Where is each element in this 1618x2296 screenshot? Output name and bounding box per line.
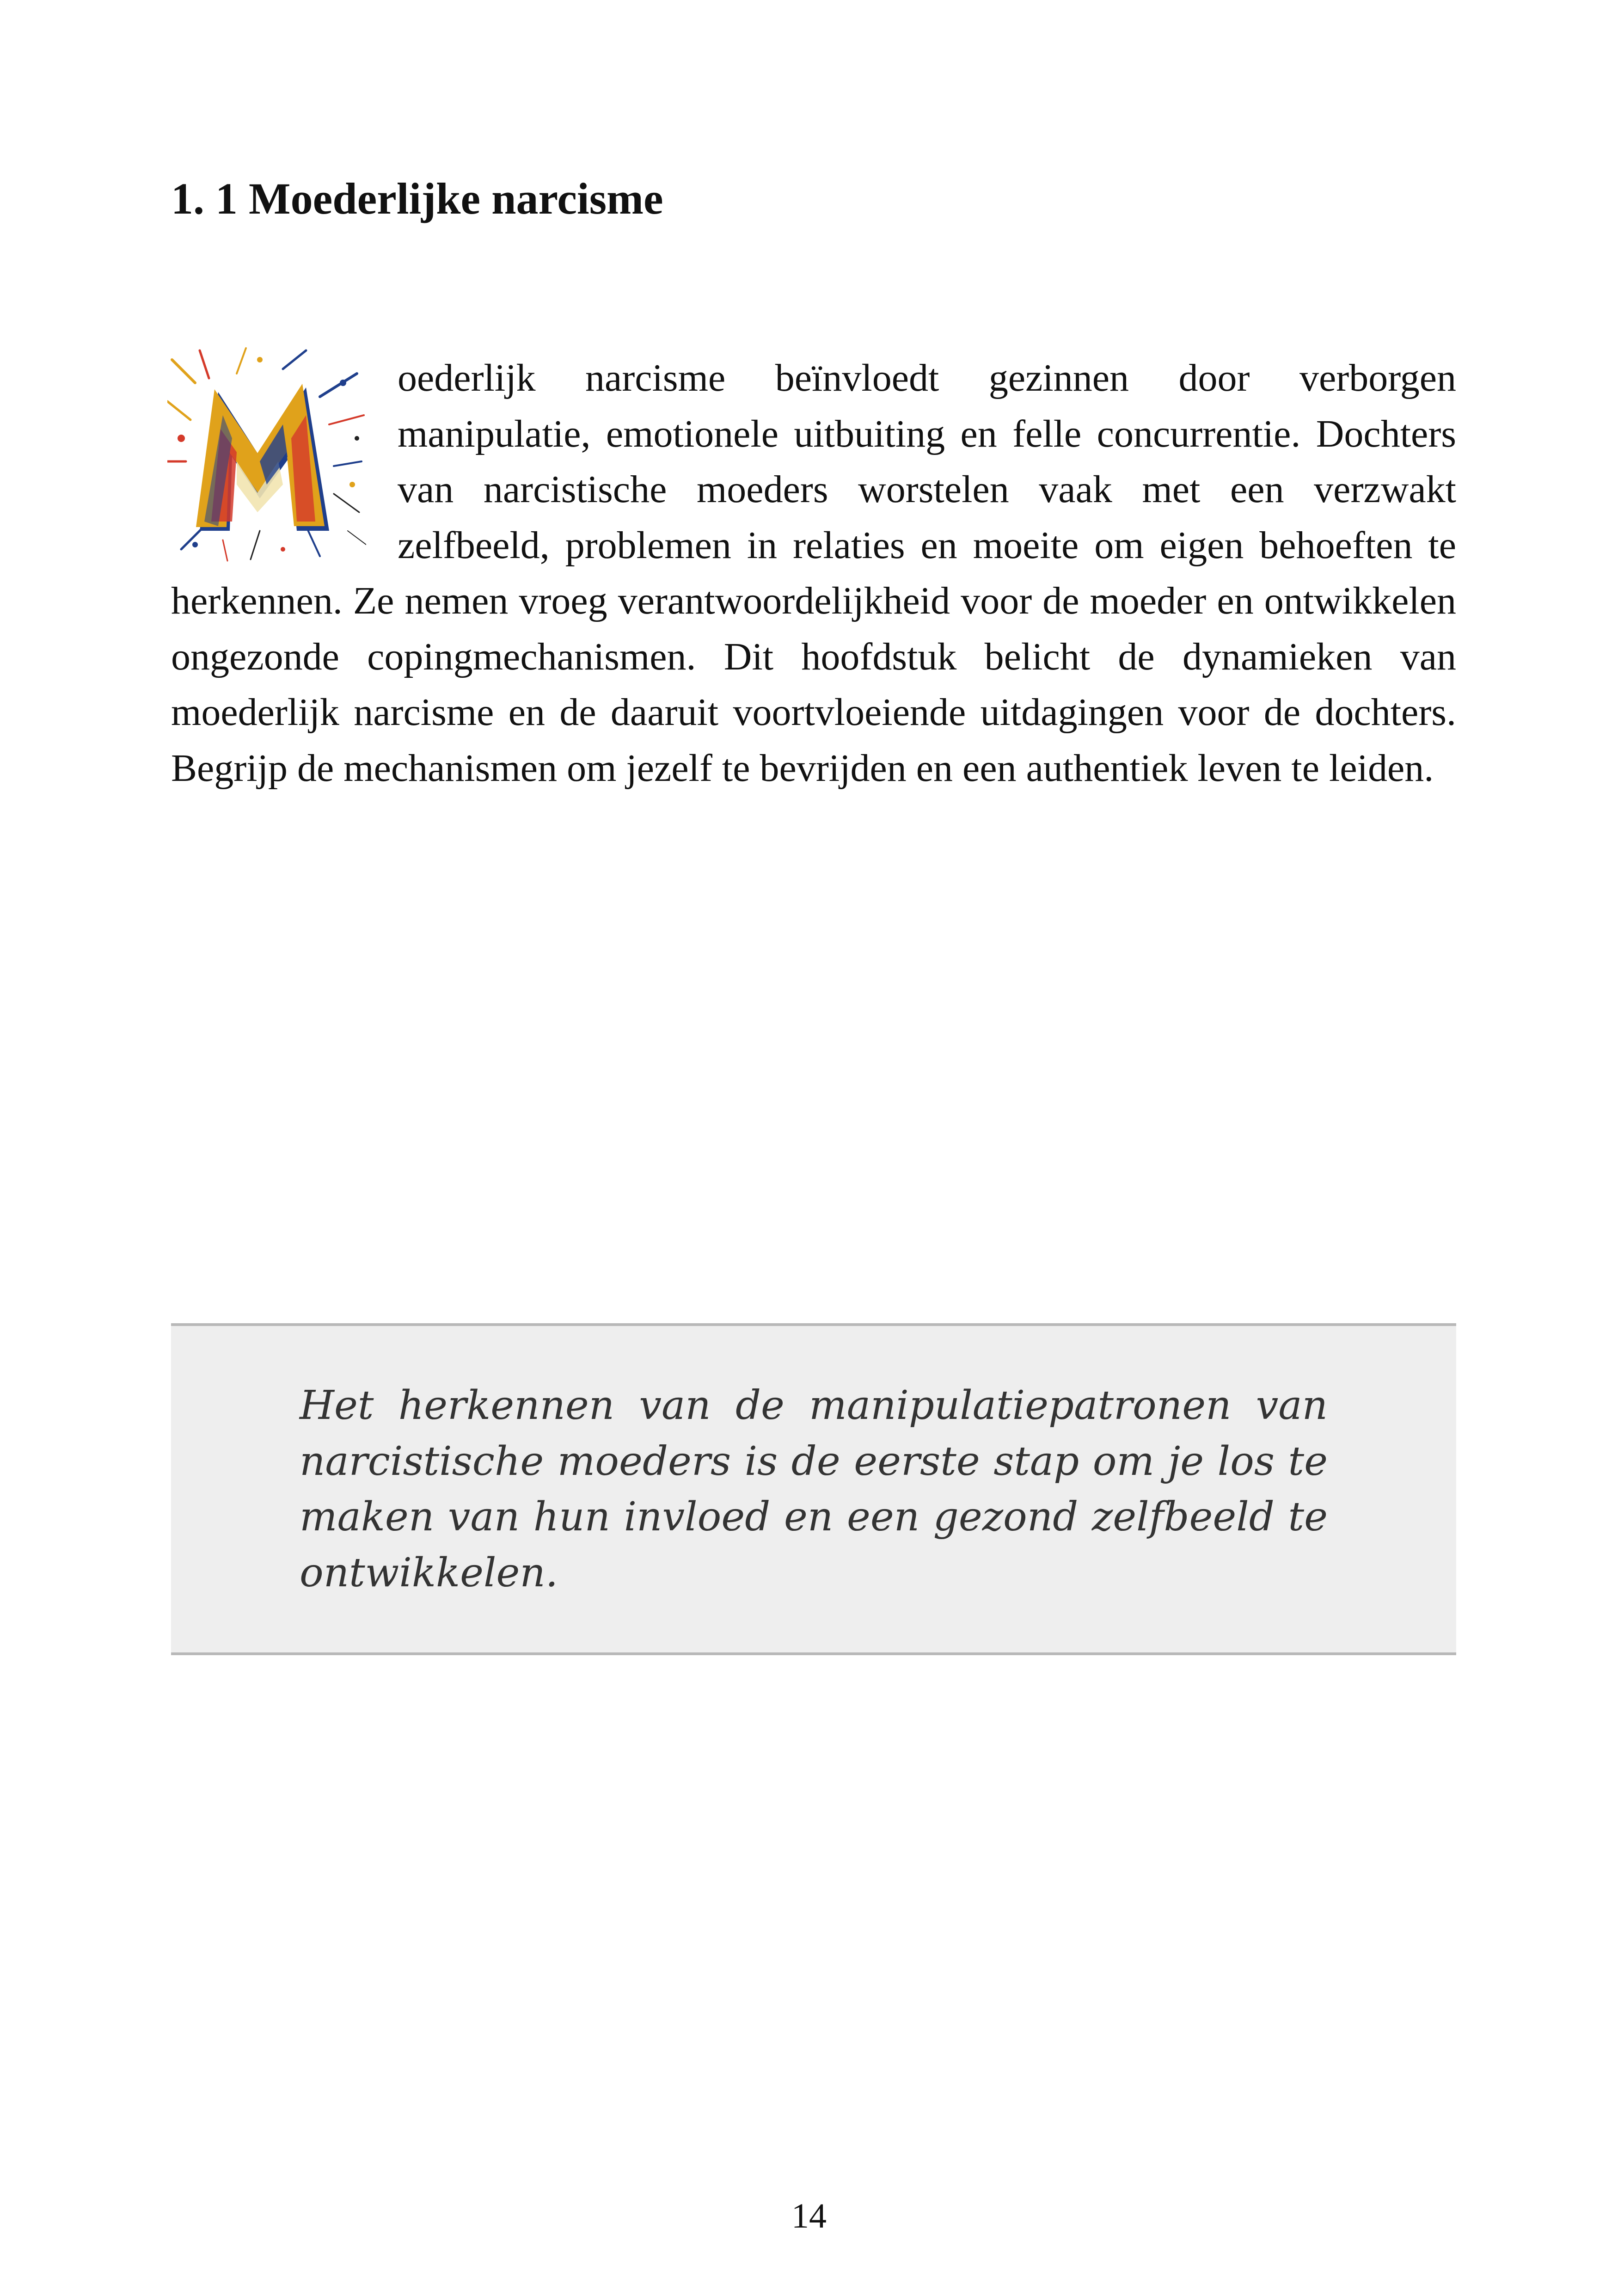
pull-quote-text: Het herkennen van de manipulatiepatronen van narcistische moeders is de eerste stap om je los te maken van hun invloed en een gezond zelfbeeld te ontwikkelen. [300,1382,1328,1596]
intro-paragraph [171,350,1456,796]
intro-paragraph-text: oederlijk narcisme beïnvloedt gezinnen door verborgen manipulatie, emotionele uitbuiting en felle concurrentie. Dochters van narcistische moeders worstelen vaak met een verzwakt zelfbeeld, problemen in relaties en moeite om eigen behoeften te herkennen. Ze nemen vroeg verantwoordelijkheid voor de moeder en ontwikkelen ongezonde copingmechanismen. Dit hoofdstuk belicht de dynamieken van moederlijk narcisme en de daaruit voortvloeiende uitdagingen voor de dochters. Begrijp de mechanismen om jezelf te bevrijden en een authentiek leven te leiden. [171,356,1456,790]
pull-quote-box [171,1323,1456,1655]
dropcap-spacer [171,350,398,571]
chapter-heading: 1. 1 Moederlijke narcisme [171,174,663,223]
page-number: 14 [791,2197,827,2235]
